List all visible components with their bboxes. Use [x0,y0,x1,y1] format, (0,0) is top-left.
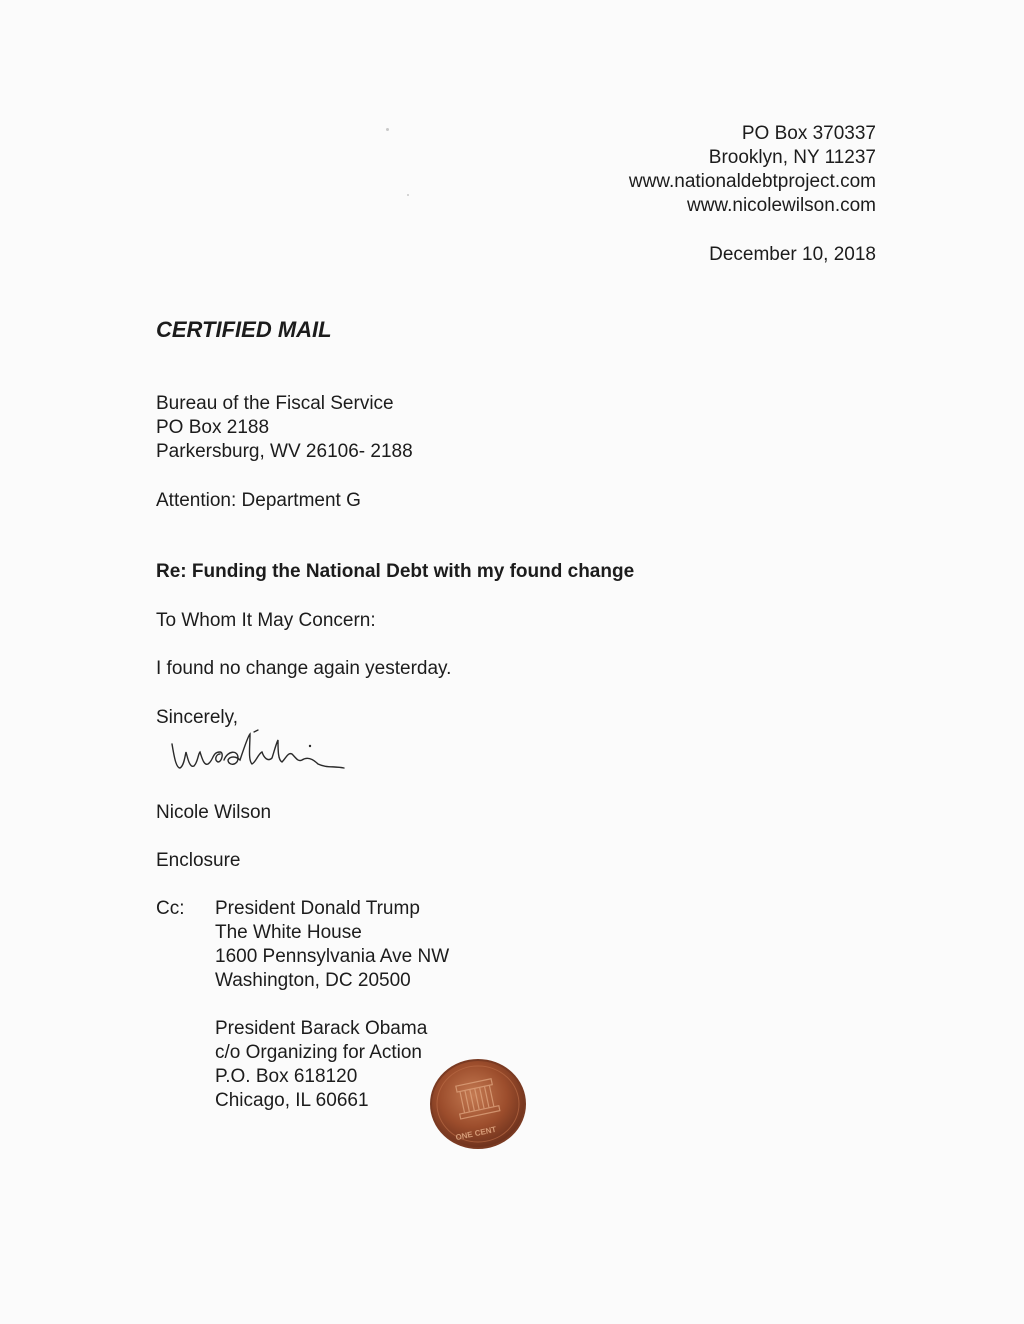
handwritten-signature [168,726,358,776]
closing: Sincerely, [156,707,239,728]
letter-date: December 10, 2018 [709,244,876,265]
sender-website-project: www.nationaldebtproject.com [628,171,876,192]
sender-city: Brooklyn, NY 11237 [708,147,876,168]
attention-line: Attention: Department G [156,490,361,511]
recipient-city: Parkersburg, WV 26106- 2188 [156,441,413,462]
coin-lettering: ONE CENT [454,1124,498,1143]
paper-speck [407,194,409,196]
cc-recipient-trump [215,897,449,993]
enclosure-note: Enclosure [156,850,241,871]
cc-recipient-org: The White House [215,922,362,943]
cc-recipient-org: c/o Organizing for Action [215,1042,422,1063]
cc-recipient-name: President Donald Trump [215,898,420,919]
cc-recipient-city: Washington, DC 20500 [215,970,411,991]
cc-recipient-street: 1600 Pennsylvania Ave NW [215,946,450,967]
paper-speck [386,128,389,131]
recipient-name: Bureau of the Fiscal Service [156,393,394,414]
sender-address [629,122,876,218]
penny-coin-icon [426,1056,530,1152]
cc-recipient-po-box: P.O. Box 618120 [215,1066,358,1087]
letter-body: I found no change again yesterday. [156,658,452,679]
delivery-method: CERTIFIED MAIL [156,317,332,342]
salutation: To Whom It May Concern: [156,610,376,631]
recipient-po-box: PO Box 2188 [156,417,270,438]
cc-recipient-name: President Barack Obama [215,1018,428,1039]
subject-line: Re: Funding the National Debt with my found change [156,561,635,582]
cc-recipient-city: Chicago, IL 60661 [215,1090,369,1111]
sender-po-box: PO Box 370337 [741,123,876,144]
cc-label: Cc: [156,898,185,919]
sender-website-personal: www.nicolewilson.com [686,195,876,216]
signer-name: Nicole Wilson [156,802,272,823]
recipient-address [156,392,413,464]
cc-recipient-obama [215,1017,427,1113]
